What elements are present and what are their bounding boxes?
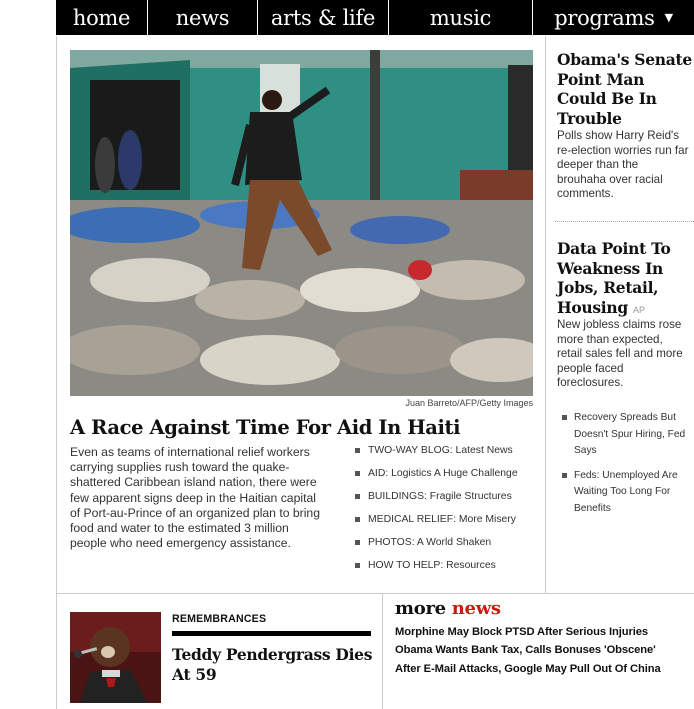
related-link[interactable] [562,410,694,460]
related-link-label: Recovery Spreads But Doesn't Spur Hiring, Fed Says [574,412,686,456]
more-news-title [395,598,501,619]
divider [56,593,694,594]
remembrance-photo-illustration [70,612,161,703]
divider [555,221,694,222]
related-link[interactable] [355,467,535,490]
bullet-icon [355,563,360,568]
nav-label: arts & life [270,5,376,30]
more-news-link[interactable]: After E-Mail Attacks, Google May Pull Out Of China [395,662,661,675]
bullet-icon [562,415,567,420]
related-link-label: AID: Logistics A Huge Challenge [368,468,518,479]
photo-credit: Juan Barreto/AFP/Getty Images [405,398,533,408]
more-news-link[interactable]: Obama Wants Bank Tax, Calls Bonuses 'Obscene' [395,644,656,657]
nav-home[interactable] [56,0,148,35]
left-margin [0,0,56,709]
section-label[interactable]: REMEMBRANCES [172,613,267,625]
nav-news[interactable] [148,0,258,35]
related-link[interactable] [355,559,535,582]
bullet-icon [355,494,360,499]
nav-music[interactable] [389,0,533,35]
story-summary: Polls show Harry Reid's re-election worries run far deeper than the brouhaha over racial comments. [557,129,689,201]
more-news-title-part: more [395,598,446,619]
divider [545,36,546,593]
story-headline-text: Data Point To Weakness In Jobs, Retail, Housing [557,239,671,317]
nav-label: programs [554,5,655,30]
nav-arts-life[interactable] [258,0,389,35]
related-link[interactable] [355,490,535,513]
related-link-label: MEDICAL RELIEF: More Misery [368,514,516,525]
lead-summary: Even as teams of international relief workers carrying supplies rush toward the quake-shattered Caribbean island nation, there were few apparent signs deep in the Haitian capital of Port-au-Prince of an organized plan to bring food and water to the estimated 3 million people who need emergency assistance. [70,445,320,551]
nav-label: news [175,5,230,30]
nav-label: home [72,5,131,30]
related-link-label: HOW TO HELP: Resources [368,560,496,571]
remembrance-headline[interactable]: Teddy Pendergrass Dies At 59 [172,645,373,684]
remembrance-photo[interactable] [70,612,161,703]
related-link[interactable] [562,468,694,518]
bullet-icon [355,448,360,453]
nav-programs[interactable] [533,0,694,35]
bullet-icon [355,540,360,545]
lead-related-links [355,444,535,582]
story-headline[interactable] [557,239,692,320]
related-link[interactable] [355,536,535,559]
bullet-icon [562,473,567,478]
more-news-link[interactable]: Morphine May Block PTSD After Serious Injuries [395,626,648,638]
lead-photo-illustration [70,50,533,396]
story-summary: New jobless claims rose more than expected, retail sales fell and more people faced foreclosures. [557,318,683,390]
story-source: AP [632,304,645,315]
related-link[interactable] [355,444,535,467]
related-link[interactable] [355,513,535,536]
related-link-label: TWO-WAY BLOG: Latest News [368,445,513,456]
divider [56,36,57,709]
more-news-list [395,623,694,678]
lead-photo[interactable] [70,50,533,396]
related-link-label: PHOTOS: A World Shaken [368,537,492,548]
lead-headline[interactable]: A Race Against Time For Aid In Haiti [70,416,461,439]
related-link-label: BUILDINGS: Fragile Structures [368,491,512,502]
divider [382,593,383,709]
nav-label: music [429,5,492,30]
story-headline[interactable]: Obama's Senate Point Man Could Be In Trouble [557,50,692,128]
more-news-title-part: news [451,598,501,619]
caret-down-icon: ▼ [664,11,673,24]
main-nav [56,0,694,35]
right-related-links [562,410,694,525]
bullet-icon [355,471,360,476]
section-rule [172,631,371,636]
bullet-icon [355,517,360,522]
related-link-label: Feds: Unemployed Are Waiting Too Long For Benefits [574,469,678,514]
